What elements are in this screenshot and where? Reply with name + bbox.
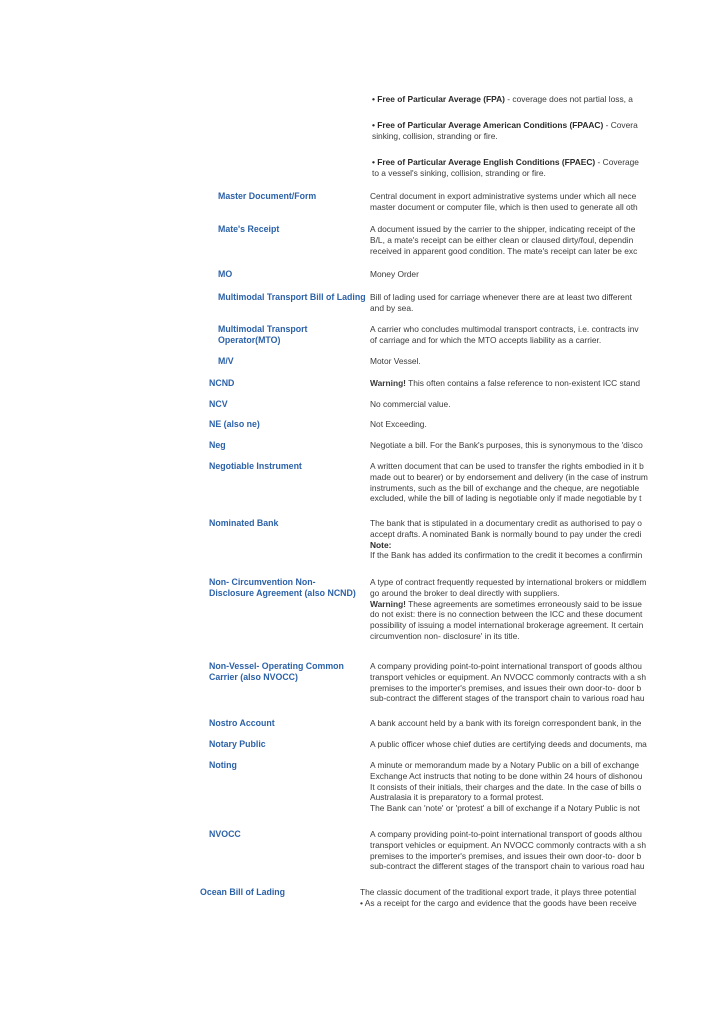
definition-line: A bank account held by a bank with its foreign correspondent bank, in the xyxy=(370,718,642,728)
item-extra: sinking, collision, stranding or fire. xyxy=(372,131,498,141)
fpaec-item xyxy=(372,157,720,179)
definition-line: premises to the importer's premises, and issues their own door-to- door b xyxy=(370,682,642,693)
definition-line: and by sea. xyxy=(370,302,414,313)
definition-line: made out to bearer) or by endorsement and delivery (in the case of instrum xyxy=(370,471,648,482)
definition-line: Not Exceeding. xyxy=(370,419,427,429)
average-terms-block xyxy=(372,94,720,194)
glossary-term: NE (also ne) xyxy=(209,419,260,429)
glossary-definition xyxy=(370,399,720,410)
glossary-term: MO xyxy=(218,269,233,279)
glossary-term: NCV xyxy=(209,399,228,409)
item-lead: • Free of Particular Average (FPA) xyxy=(372,94,505,104)
glossary-term: Multimodal Transport Operator(MTO) xyxy=(218,324,308,345)
definition-line: Money Order xyxy=(370,269,419,279)
glossary-definition xyxy=(370,378,720,389)
definition-line: Warning! These agreements are sometimes erroneously said to be issue xyxy=(370,598,642,609)
definition-line: Negotiate a bill. For the Bank's purposes, this is synonymous to the 'disco xyxy=(370,440,643,450)
definition-line: A carrier who concludes multimodal transport contracts, i.e. contracts inv xyxy=(370,324,639,334)
definition-line: go around the broker to deal directly with suppliers. xyxy=(370,587,560,598)
definition-line: A minute or memorandum made by a Notary Public on a bill of exchange xyxy=(370,760,640,770)
glossary-definition xyxy=(370,461,720,504)
definition-line: It consists of their initials, their charges and the date. In the case of bills o xyxy=(370,781,642,792)
glossary-definition xyxy=(370,224,720,256)
glossary-definition xyxy=(370,661,720,704)
definition-line: Motor Vessel. xyxy=(370,356,421,366)
glossary-term: Non- Circumvention Non-Disclosure Agreement (also NCND) xyxy=(209,577,356,598)
definition-line: possibility of issuing a model international brokerage agreement. It certain xyxy=(370,620,644,631)
definition-line: Bill of lading used for carriage whenever there are at least two different xyxy=(370,292,632,302)
item-text: - Covera xyxy=(603,120,638,130)
definition-line: A public officer whose chief duties are certifying deeds and documents, ma xyxy=(370,739,647,749)
definition-line: No commercial value. xyxy=(370,399,451,409)
glossary-definition xyxy=(370,518,720,561)
glossary-term: Nostro Account xyxy=(209,718,275,728)
definition-line: A type of contract frequently requested by international brokers or middlem xyxy=(370,577,647,587)
definition-line: Note: xyxy=(370,539,392,550)
definition-line: master document or computer file, which is then used to generate all oth xyxy=(370,201,638,212)
glossary-term: Multimodal Transport Bill of Lading xyxy=(218,292,366,302)
definition-line: premises to the importer's premises, and issues their own door-to- door b xyxy=(370,850,642,861)
definition-line: Exchange Act instructs that noting to be done within 24 hours of dishonou xyxy=(370,770,643,781)
glossary-definition xyxy=(370,419,720,430)
warning-label: Warning! xyxy=(370,598,406,609)
definition-line: do not exist: there is no connection between the ICC and these document xyxy=(370,609,643,620)
item-lead: • Free of Particular Average English Conditions (FPAEC) xyxy=(372,157,596,167)
definition-line: A company providing point-to-point international transport of goods althou xyxy=(370,829,642,839)
glossary-term: Nominated Bank xyxy=(209,518,279,528)
definition-line: transport vehicles or equipment. An NVOCC commonly contracts with a sh xyxy=(370,839,647,850)
definition-line: A written document that can be used to transfer the rights embodied in it b xyxy=(370,461,644,471)
glossary-term: Neg xyxy=(209,440,226,450)
glossary-definition xyxy=(370,577,720,642)
glossary-term: Master Document/Form xyxy=(218,191,317,201)
fpa-item xyxy=(372,94,720,105)
glossary-definition xyxy=(370,269,720,280)
definition-line: If the Bank has added its confirmation to the credit it becomes a confirmin xyxy=(370,550,643,561)
definition-line: accept drafts. A nominated Bank is normally bound to pay under the credi xyxy=(370,528,642,539)
glossary-definition xyxy=(370,324,720,346)
glossary-term: Ocean Bill of Lading xyxy=(200,887,286,897)
definition-line: Central document in export administrative systems under which all nece xyxy=(370,191,637,201)
glossary-term: M/V xyxy=(218,356,234,366)
glossary-definition xyxy=(370,440,720,451)
definition-line: Australasia it is preparatory to a formal protest. xyxy=(370,792,544,803)
item-lead: • Free of Particular Average American Conditions (FPAAC) xyxy=(372,120,604,130)
glossary-definition xyxy=(370,739,720,750)
glossary-definition xyxy=(370,760,720,814)
item-extra: to a vessel's sinking, collision, stranding or fire. xyxy=(372,168,546,178)
item-text: - Coverage xyxy=(595,157,639,167)
definition-line: A company providing point-to-point international transport of goods althou xyxy=(370,661,642,671)
definition-line: sub-contract the different stages of the transport chain to various road hau xyxy=(370,861,645,872)
glossary-term: Mate's Receipt xyxy=(218,224,280,234)
definition-line: The bank that is stipulated in a documentary credit as authorised to pay o xyxy=(370,518,642,528)
glossary-definition xyxy=(360,887,720,909)
definition-line: The classic document of the traditional export trade, it plays three potential xyxy=(360,887,637,897)
definition-line: • As a receipt for the cargo and evidence that the goods have been receive xyxy=(360,897,637,908)
glossary-definition xyxy=(370,718,720,729)
glossary-term: Noting xyxy=(209,760,237,770)
definition-line: received in apparent good condition. The mate's receipt can later be exc xyxy=(370,245,638,256)
definition-line: transport vehicles or equipment. An NVOCC commonly contracts with a sh xyxy=(370,671,647,682)
definition-line: excluded, while the bill of lading is negotiable only if made negotiable by t xyxy=(370,493,642,504)
definition-line: Warning! This often contains a false reference to non-existent ICC stand xyxy=(370,378,640,388)
definition-line: instruments, such as the bill of exchange and the cheque, are negotiable xyxy=(370,482,640,493)
definition-line: circumvention non- disclosure' in its title. xyxy=(370,630,520,641)
definition-line: The Bank can 'note' or 'protest' a bill of exchange if a Notary Public is not xyxy=(370,803,640,814)
glossary-term: Notary Public xyxy=(209,739,266,749)
glossary-term: Negotiable Instrument xyxy=(209,461,302,471)
glossary-definition xyxy=(370,356,720,367)
fpaac-item xyxy=(372,120,720,142)
glossary-term: NVOCC xyxy=(209,829,241,839)
glossary-term: NCND xyxy=(209,378,235,388)
glossary-definition xyxy=(370,191,720,213)
glossary-term: Non-Vessel- Operating Common Carrier (also NVOCC) xyxy=(209,661,344,682)
definition-line: of carriage and for which the MTO accepts liability as a carrier. xyxy=(370,334,602,345)
definition-line: A document issued by the carrier to the shipper, indicating receipt of the xyxy=(370,224,636,234)
glossary-definition xyxy=(370,292,720,314)
item-text: - coverage does not partial loss, a xyxy=(504,94,633,104)
warning-label: Warning! xyxy=(370,378,406,388)
glossary-definition xyxy=(370,829,720,872)
definition-line: sub-contract the different stages of the transport chain to various road hau xyxy=(370,693,645,704)
definition-line: B/L, a mate's receipt can be either clean or claused dirty/foul, dependin xyxy=(370,234,634,245)
